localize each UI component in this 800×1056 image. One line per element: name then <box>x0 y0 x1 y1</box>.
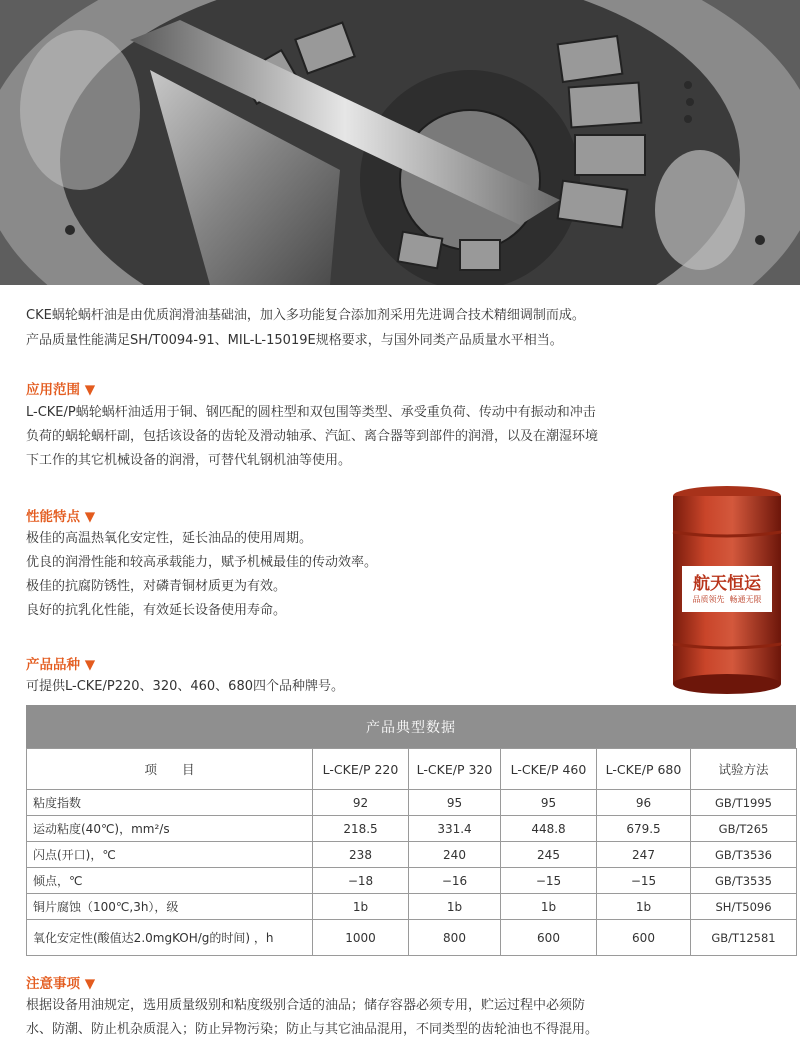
feature-line: 良好的抗乳化性能，有效延长设备使用寿命。 <box>26 603 287 618</box>
cell-item: 粘度指数 <box>27 790 313 816</box>
cell-item: 运动粘度(40℃)，mm²/s <box>27 816 313 842</box>
cell-method: GB/T3536 <box>691 842 797 868</box>
features-title: 性能特点 ▼ <box>26 509 96 525</box>
feature-line: 极佳的高温热氧化安定性，延长油品的使用周期。 <box>26 531 313 546</box>
cell-value: 245 <box>501 842 597 868</box>
table-title: 产品典型数据 <box>26 705 796 748</box>
cell-value: −15 <box>597 868 691 894</box>
cell-item: 倾点，℃ <box>27 868 313 894</box>
cell-value: −16 <box>409 868 501 894</box>
barrel-slogan: 品质领先 畅通无限 <box>692 595 762 604</box>
header-320: L-CKE/P 320 <box>409 749 501 790</box>
cell-value: 238 <box>313 842 409 868</box>
feature-line: 极佳的抗腐防锈性，对磷青铜材质更为有效。 <box>26 579 287 594</box>
application-title: 应用范围 ▼ <box>26 382 96 398</box>
cell-method: GB/T265 <box>691 816 797 842</box>
notes-line: 水、防潮、防止机杂质混入；防止异物污染；防止与其它油品混用，不同类型的齿轮油也不得混用。 <box>26 1022 599 1037</box>
cell-method: GB/T1995 <box>691 790 797 816</box>
cell-value: 600 <box>501 920 597 956</box>
intro-text <box>26 303 786 353</box>
table-row <box>27 920 797 956</box>
oil-barrel-image <box>668 484 786 696</box>
intro-line: 产品质量性能满足SH/T0094-91、MIL-L-15019E规格要求，与国外同类产品质量水平相当。 <box>26 333 563 348</box>
cell-value: 95 <box>501 790 597 816</box>
application-line: 下工作的其它机械设备的润滑，可替代轧钢机油等使用。 <box>26 453 352 468</box>
cell-value: 95 <box>409 790 501 816</box>
cell-value: 92 <box>313 790 409 816</box>
data-table <box>26 748 797 956</box>
cell-value: 1b <box>597 894 691 920</box>
header-item: 项 目 <box>27 749 313 790</box>
table-row <box>27 816 797 842</box>
cell-value: −18 <box>313 868 409 894</box>
cell-value: 1b <box>313 894 409 920</box>
header-220: L-CKE/P 220 <box>313 749 409 790</box>
header-680: L-CKE/P 680 <box>597 749 691 790</box>
cell-item: 氧化安定性(酸值达2.0mgKOH/g的时间) ，h <box>27 920 313 956</box>
cell-value: 1b <box>409 894 501 920</box>
cell-value: 1b <box>501 894 597 920</box>
application-line: 负荷的蜗轮蜗杆副，包括该设备的齿轮及滑动轴承、汽缸、离合器等到部件的润滑，以及在潮湿环境 <box>26 429 599 444</box>
hero-gear-image <box>0 0 800 285</box>
application-line: L-CKE/P蜗轮蜗杆油适用于铜、钢匹配的圆柱型和双包围等类型、承受重负荷、传动中有振动和冲击 <box>26 405 596 420</box>
notes-body <box>26 994 786 1042</box>
cell-method: GB/T3535 <box>691 868 797 894</box>
cell-item: 闪点(开口)，℃ <box>27 842 313 868</box>
features-body <box>26 527 666 623</box>
cell-value: −15 <box>501 868 597 894</box>
cell-value: 679.5 <box>597 816 691 842</box>
table-row <box>27 894 797 920</box>
varieties-title: 产品品种 ▼ <box>26 657 96 673</box>
cell-value: 96 <box>597 790 691 816</box>
cell-value: 600 <box>597 920 691 956</box>
barrel-brand: 航天恒运 <box>693 574 761 594</box>
table-row <box>27 868 797 894</box>
cell-value: 448.8 <box>501 816 597 842</box>
intro-line: CKE蜗轮蜗杆油是由优质润滑油基础油，加入多功能复合添加剂采用先进调合技术精细调制而成。 <box>26 308 585 323</box>
cell-value: 218.5 <box>313 816 409 842</box>
cell-value: 800 <box>409 920 501 956</box>
cell-value: 247 <box>597 842 691 868</box>
notes-title: 注意事项 ▼ <box>26 976 96 992</box>
header-method: 试验方法 <box>691 749 797 790</box>
varieties-text: 可提供L-CKE/P220、320、460、680四个品种牌号。 <box>26 679 344 694</box>
cell-method: SH/T5096 <box>691 894 797 920</box>
gear-illustration <box>0 0 800 285</box>
cell-value: 1000 <box>313 920 409 956</box>
feature-line: 优良的润滑性能和较高承载能力，赋予机械最佳的传动效率。 <box>26 555 378 570</box>
cell-value: 331.4 <box>409 816 501 842</box>
table-row <box>27 790 797 816</box>
table-row <box>27 842 797 868</box>
cell-value: 240 <box>409 842 501 868</box>
header-460: L-CKE/P 460 <box>501 749 597 790</box>
application-body <box>26 401 786 473</box>
cell-method: GB/T12581 <box>691 920 797 956</box>
notes-line: 根据设备用油规定，选用质量级别和粘度级别合适的油品；储存容器必须专用，贮运过程中必须防 <box>26 998 586 1013</box>
cell-item: 铜片腐蚀（100℃,3h），级 <box>27 894 313 920</box>
table-header-row <box>27 749 797 790</box>
typical-data-table <box>26 705 796 956</box>
